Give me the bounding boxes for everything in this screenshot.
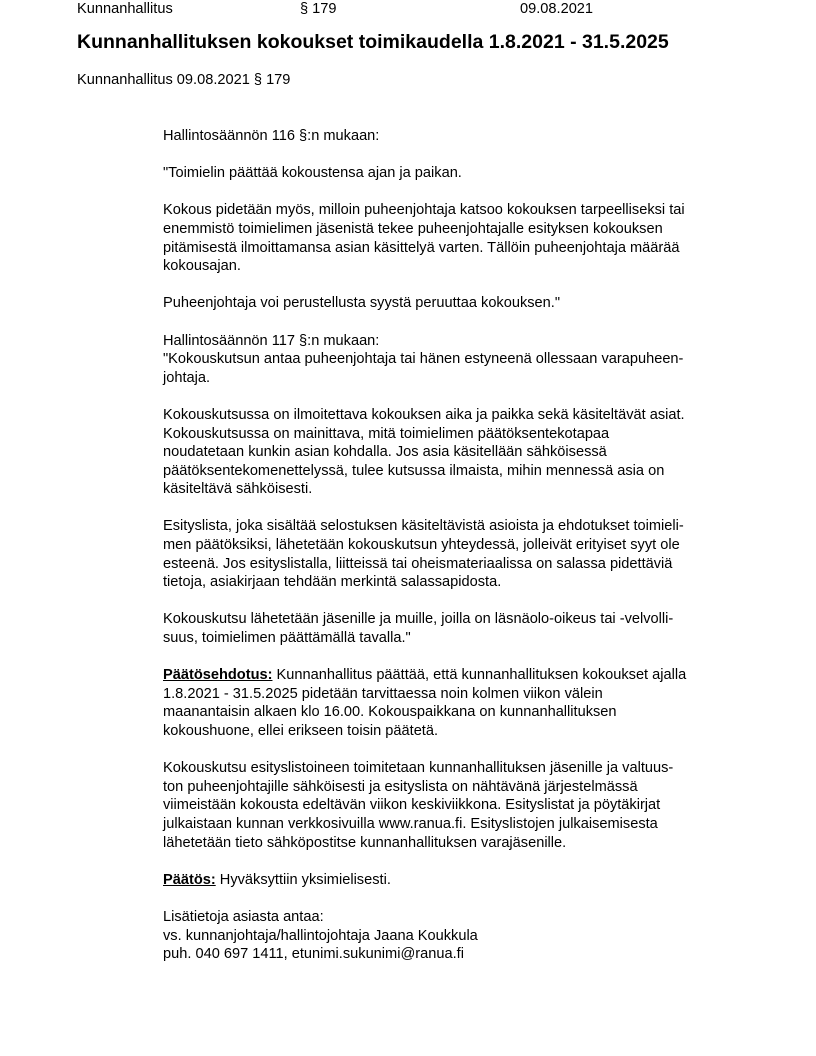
paragraph-decision: [163, 871, 793, 890]
paragraph-rule-116-quote-2: [163, 201, 793, 275]
text-line: [163, 871, 793, 890]
header-date: 09.08.2021: [520, 1, 594, 17]
header-committee: Kunnanhallitus: [77, 1, 173, 17]
paragraph-rule-116-intro: [163, 127, 793, 146]
text-line: Kokouskutsu esityslistoineen toimitetaan kunnanhallituksen jäsenille ja valtuus-: [163, 760, 674, 777]
text-line: kokousajan.: [163, 258, 241, 275]
paragraph-contact-info: [163, 908, 793, 964]
paragraph-invitation-delivery: [163, 610, 793, 647]
paragraph-invitation-electronic: [163, 759, 793, 852]
text-line: Hallintosäännön 116 §:n mukaan:: [163, 128, 380, 144]
text-line: viimeistään kokousta edeltävän viikon keskiviikkona. Esityslistat ja pöytäkirjat: [163, 797, 661, 814]
text-line: "Kokouskutsun antaa puheenjohtaja tai hänen estyneenä ollessaan varapuheen-: [163, 351, 684, 368]
text-line: noudatetaan kunkin asian kohdalla. Jos asia käsitellään sähköisessä: [163, 444, 607, 461]
text-line: pitämisestä ilmoittamansa asian käsittelyä varten. Tällöin puheenjohtaja määrää: [163, 239, 680, 256]
text-segment: Kunnanhallitus päättää, että kunnanhallituksen kokoukset ajalla: [272, 667, 687, 684]
text-segment: Hyväksyttiin yksimielisesti.: [215, 871, 391, 888]
page-title: Kunnanhallituksen kokoukset toimikaudella 1.8.2021 - 31.5.2025: [77, 31, 669, 53]
contact-person-line: vs. kunnanjohtaja/hallintojohtaja Jaana Koukkula: [163, 927, 478, 944]
text-line: Kokous pidetään myös, milloin puheenjohtaja katsoo kokouksen tarpeelliseksi tai: [163, 202, 685, 219]
text-line: enemmistö toimielimen jäsenistä tekee puheenjohtajalle esityksen kokouksen: [163, 220, 663, 237]
decision-proposal-label: Päätösehdotus:: [163, 667, 273, 684]
text-line: kokoushuone, ellei erikseen toisin päätetä.: [163, 723, 439, 739]
document-body: [163, 127, 793, 982]
text-line: "Toimielin päättää kokoustensa ajan ja paikan.: [163, 165, 462, 182]
text-line: tietoja, asiakirjaan tehdään merkintä salassapidosta.: [163, 574, 502, 591]
text-line: Lisätietoja asiasta antaa:: [163, 908, 324, 925]
text-line: käsiteltävä sähköisesti.: [163, 481, 313, 498]
text-line: [163, 666, 793, 685]
text-line: esteenä. Jos esityslistalla, liitteissä tai oheismateriaalissa on salassa pidettäviä: [163, 555, 673, 572]
text-line: Kokouskutsussa on ilmoitettava kokouksen aika ja paikka sekä käsiteltävät asiat.: [163, 406, 685, 423]
text-line: Esityslista, joka sisältää selostuksen käsiteltävistä asioista ja ehdotukset toimieli-: [163, 518, 684, 535]
text-line: lähetetään tieto sähköpostitse kunnanhallituksen varajäsenille.: [163, 834, 567, 851]
text-line: suus, toimielimen päättämällä tavalla.": [163, 630, 411, 647]
paragraph-rule-116-quote-1: [163, 164, 793, 183]
text-line: Kokouskutsussa on mainittava, mitä toimielimen päätöksentekotapaa: [163, 425, 610, 442]
text-line: ton puheenjohtajille sähköisesti ja esityslista on nähtävänä järjestelmässä: [163, 778, 638, 795]
decision-label: Päätös:: [163, 871, 216, 888]
paragraph-rule-116-quote-3: [163, 294, 793, 313]
header-section-number: § 179: [300, 1, 337, 17]
paragraph-rule-117: [163, 332, 793, 388]
text-line: 1.8.2021 - 31.5.2025 pidetään tarvittaessa noin kolmen viikon välein: [163, 685, 603, 702]
text-line: julkaistaan kunnan verkkosivuilla www.ranua.fi. Esityslistojen julkaisemisesta: [163, 815, 658, 832]
text-line: Hallintosäännön 117 §:n mukaan:: [163, 332, 380, 349]
text-line: men päätöksiksi, lähetetään kokouskutsun yhteydessä, jolleivät erityiset syyt ole: [163, 537, 680, 554]
text-line: maanantaisin alkaen klo 16.00. Kokouspaikkana on kunnanhallituksen: [163, 704, 617, 721]
paragraph-meeting-notice: [163, 406, 793, 499]
paragraph-agenda: [163, 517, 793, 591]
text-line: Kokouskutsu lähetetään jäsenille ja muille, joilla on läsnäolo-oikeus tai -velvolli-: [163, 611, 674, 628]
page-subtitle: Kunnanhallitus 09.08.2021 § 179: [77, 72, 291, 88]
text-line: päätöksentekomenettelyssä, tulee kutsussa ilmaista, mihin mennessä asia on: [163, 462, 665, 479]
text-line: johtaja.: [163, 369, 211, 386]
paragraph-decision-proposal: [163, 666, 793, 740]
contact-phone-email-line: puh. 040 697 1411, etunimi.sukunimi@ranua.fi: [163, 946, 464, 963]
text-line: Puheenjohtaja voi perustellusta syystä peruuttaa kokouksen.": [163, 295, 561, 312]
